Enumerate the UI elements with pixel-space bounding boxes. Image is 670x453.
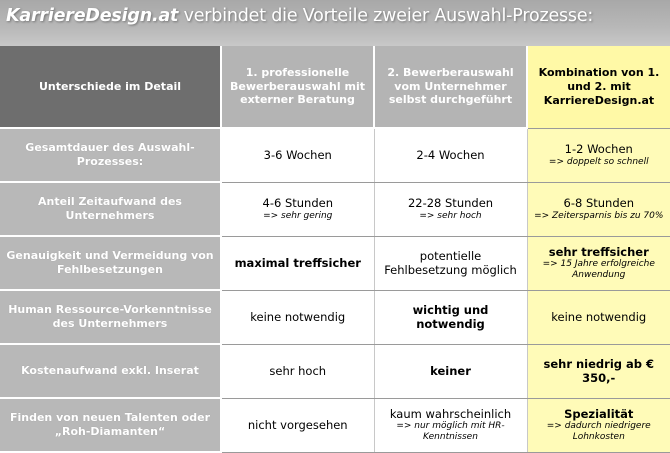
table-row [0, 128, 670, 182]
cell-value [374, 290, 527, 344]
row-label: Kostenaufwand exkl. Inserat [0, 344, 221, 398]
cell-note: => Zeitersparnis bis zu 70% [534, 210, 664, 221]
table-header-row [0, 46, 670, 128]
row-label: Anteil Zeitaufwand des Unternehmers [0, 182, 221, 236]
cell-value [221, 290, 374, 344]
cell-main-text: 2-4 Wochen [416, 148, 485, 163]
cell-value-highlight [527, 236, 670, 290]
cell-main-text: 4-6 Stunden [262, 196, 333, 211]
cell-main-text: 6-8 Stunden [563, 196, 634, 211]
brand-name: KarriereDesign.at [6, 6, 179, 26]
header-col-combination: Kombination von 1. und 2. mit KarriereDesign.at [527, 46, 670, 128]
cell-main-text: sehr hoch [269, 363, 327, 378]
cell-value [374, 128, 527, 182]
cell-value [374, 236, 527, 290]
row-label: Genauigkeit und Vermeidung von Fehlbesetzungen [0, 236, 221, 290]
page-title [6, 6, 593, 26]
row-label: Finden von neuen Talenten oder „Roh-Diamanten“ [0, 398, 221, 452]
header-label-cell: Unterschiede im Detail [0, 46, 221, 128]
cell-value [221, 344, 374, 398]
cell-note: => sehr gering [263, 210, 333, 221]
cell-value-highlight [527, 344, 670, 398]
cell-main-text: kaum wahrscheinlich [389, 406, 512, 421]
cell-value [374, 398, 527, 452]
cell-main-text: 22-28 Stunden [407, 196, 494, 211]
cell-main-text: potentielle Fehlbesetzung möglich [384, 248, 517, 277]
table-row [0, 290, 670, 344]
cell-note: => dadurch niedrigere Lohnkosten [546, 420, 651, 443]
cell-main-text: keiner [430, 363, 471, 378]
cell-main-text: Spezialität [564, 406, 634, 421]
cell-value-highlight [527, 398, 670, 452]
cell-value [221, 128, 374, 182]
cell-main-text: maximal treffsicher [234, 255, 361, 270]
table-row [0, 344, 670, 398]
cell-value [221, 236, 374, 290]
cell-value [374, 182, 527, 236]
cell-note: => sehr hoch [419, 210, 482, 221]
cell-note: => 15 Jahre erfolgreiche Anwendung [542, 258, 655, 281]
cell-value-highlight [527, 128, 670, 182]
cell-value [374, 344, 527, 398]
row-label: Gesamtdauer des Auswahl-Prozesses: [0, 128, 221, 182]
cell-main-text: sehr niedrig ab € 350,- [543, 356, 654, 385]
table-row [0, 182, 670, 236]
title-text: verbindet die Vorteile zweier Auswahl-Prozesse: [178, 6, 594, 26]
cell-main-text: 3-6 Wochen [263, 148, 332, 163]
cell-main-text: 1-2 Wochen [564, 142, 633, 157]
cell-main-text: nicht vorgesehen [247, 417, 348, 432]
header-col-self: 2. Bewerberauswahl vom Unternehmer selbst durchgeführt [374, 46, 527, 128]
cell-main-text: sehr treffsicher [548, 244, 649, 259]
header-col-external: 1. professionelle Bewerberauswahl mit externer Beratung [221, 46, 374, 128]
cell-value [221, 398, 374, 452]
title-banner [0, 0, 670, 46]
cell-value-highlight [527, 290, 670, 344]
cell-main-text: wichtig und notwendig [412, 302, 489, 331]
cell-main-text: keine notwendig [250, 309, 346, 324]
cell-value [221, 182, 374, 236]
cell-value-highlight [527, 182, 670, 236]
table-row [0, 236, 670, 290]
cell-note: => doppelt so schnell [548, 156, 649, 167]
table-row [0, 398, 670, 452]
comparison-table [0, 46, 670, 453]
row-label: Human Ressource-Vorkenntnisse des Unternehmers [0, 290, 221, 344]
cell-main-text: keine notwendig [551, 309, 647, 324]
cell-note: => nur möglich mit HR-Kenntnissen [396, 420, 505, 443]
